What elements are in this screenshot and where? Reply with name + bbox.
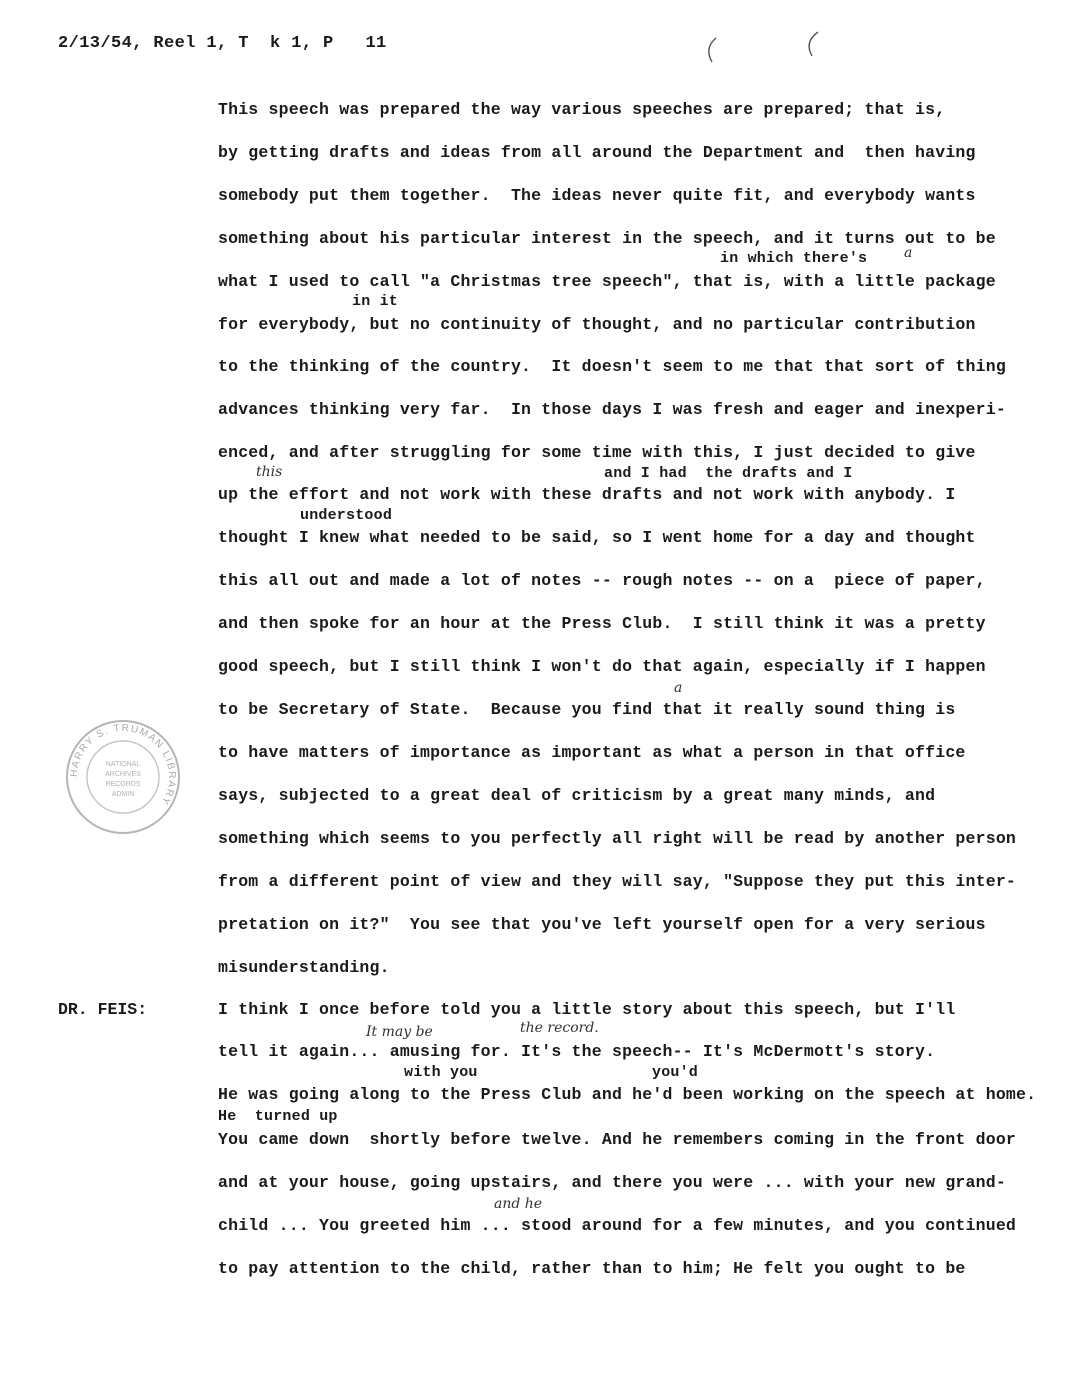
body-line: good speech, but I still think I won't do that again, especially if I happen xyxy=(218,657,986,676)
interlinear-insertion: in which there's xyxy=(720,250,868,267)
interlinear-insertion: He turned up xyxy=(218,1108,338,1125)
feis-line: tell it again... amusing for. It's the speech-- It's McDermott's story. xyxy=(218,1042,936,1061)
body-line: enced, and after struggling for some time with this, I just decided to give xyxy=(218,443,976,462)
body-line: something which seems to you perfectly all right will be read by another person xyxy=(218,829,1017,848)
handwritten-insertion: this xyxy=(256,464,283,480)
interlinear-insertion: understood xyxy=(300,507,393,524)
feis-line: I think I once before told you a little story about this speech, but I'll xyxy=(218,1000,956,1019)
feis-line: to pay attention to the child, rather than to him; He felt you ought to be xyxy=(218,1259,966,1278)
body-line: to the thinking of the country. It doesn't seem to me that that sort of thing xyxy=(218,357,1006,376)
interlinear-insertion: and I had the drafts and I xyxy=(604,465,853,482)
body-line: and then spoke for an hour at the Press Club. I still think it was a pretty xyxy=(218,614,986,633)
body-line: this all out and made a lot of notes -- rough notes -- on a piece of paper, xyxy=(218,571,986,590)
body-line: thought I knew what needed to be said, so I went home for a day and thought xyxy=(218,528,976,547)
handwritten-insertion: It may be xyxy=(366,1024,433,1040)
stamp-inner-text: ADMIN xyxy=(111,791,135,798)
body-line: up the effort and not work with these drafts and not work with anybody. I xyxy=(218,485,956,504)
speaker-label: DR. FEIS: xyxy=(58,1000,148,1019)
body-line: for everybody, but no continuity of thought, and no particular contribution xyxy=(218,315,976,334)
body-line: advances thinking very far. In those days I was fresh and eager and inexperi- xyxy=(218,400,1006,419)
interlinear-insertion: in it xyxy=(352,293,399,310)
body-line: somebody put them together. The ideas never quite fit, and everybody wants xyxy=(218,186,976,205)
interlinear-insertion: with you xyxy=(404,1064,478,1081)
corner-pencil-marks xyxy=(700,28,830,68)
feis-line: You came down shortly before twelve. And he remembers coming in the front door xyxy=(218,1130,1017,1149)
stamp-inner-text: ARCHIVES xyxy=(105,771,141,778)
body-line: by getting drafts and ideas from all around the Department and then having xyxy=(218,143,976,162)
feis-line: child ... You greeted him ... stood around for a few minutes, and you continued xyxy=(218,1216,1017,1235)
body-line: misunderstanding. xyxy=(218,958,390,977)
stamp-inner-text: NATIONAL xyxy=(105,761,141,768)
body-line: what I used to call "a Christmas tree speech", that is, with a little package xyxy=(218,272,996,291)
stamp-ring-text: HARRY S. TRUMAN LIBRARY xyxy=(68,722,178,808)
handwritten-insertion: a xyxy=(674,680,683,696)
body-line: This speech was prepared the way various speeches are prepared; that is, xyxy=(218,100,946,119)
body-line: something about his particular interest in the speech, and it turns out to be xyxy=(218,229,996,248)
body-line: from a different point of view and they will say, "Suppose they put this inter- xyxy=(218,872,1017,891)
body-line: pretation on it?" You see that you've left yourself open for a very serious xyxy=(218,915,986,934)
feis-line: He was going along to the Press Club and he'd been working on the speech at home. xyxy=(218,1085,1037,1104)
stamp-inner-text: RECORDS xyxy=(105,781,141,788)
archive-stamp xyxy=(64,718,182,836)
feis-line: and at your house, going upstairs, and there you were ... with your new grand- xyxy=(218,1173,1006,1192)
interlinear-insertion: you'd xyxy=(652,1064,699,1081)
handwritten-insertion: and he xyxy=(494,1196,543,1212)
page-header: 2/13/54, Reel 1, T k 1, P 11 xyxy=(58,34,387,53)
handwritten-insertion: a xyxy=(904,245,913,261)
body-line: to have matters of importance as important as what a person in that office xyxy=(218,743,966,762)
body-line: says, subjected to a great deal of criticism by a great many minds, and xyxy=(218,786,936,805)
body-line: to be Secretary of State. Because you find that it really sound thing is xyxy=(218,700,956,719)
handwritten-insertion: the record. xyxy=(520,1020,599,1036)
